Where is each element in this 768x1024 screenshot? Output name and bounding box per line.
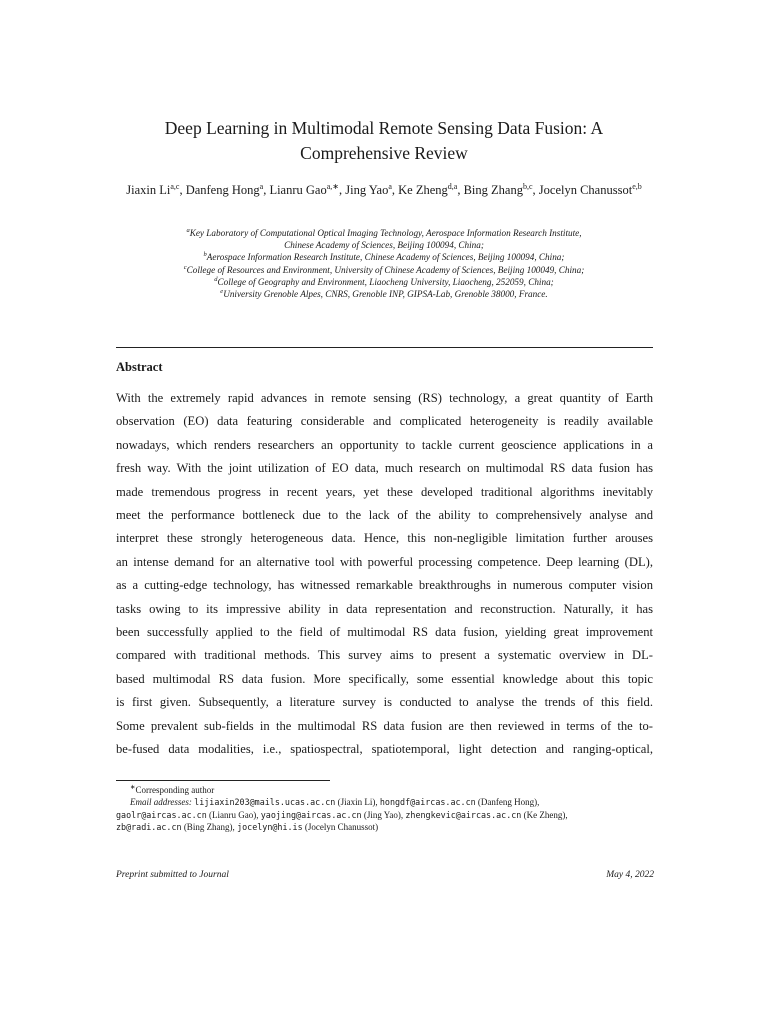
affiliation [80,276,688,288]
abstract-line: been successfully applied to the field of multimodal RS data fusion, yielding great improvement [116,625,653,640]
email-owner: (Lianru Gao), [206,809,261,820]
author [464,183,533,197]
abstract-line: as a cutting-edge technology, has witnessed remarkable breakthroughs in numerous computer vision [116,578,653,593]
email-label: Email addresses: [130,797,192,808]
email-link[interactable]: yaojing@aircas.ac.cn [260,809,362,820]
author-affil-mark: d,a [447,181,458,191]
email-owner: (Jing Yao), [361,809,406,820]
abstract-line: an intense demand for an alternative tool with powerful processing competence. Deep learning (DL), [116,554,653,569]
affiliation [80,288,688,300]
author [345,183,392,197]
affiliation-text: Key Laboratory of Computational Optical Imaging Technology, Aerospace Information Research Institute, [189,228,582,238]
author [126,183,179,197]
email-line [116,796,656,808]
author-name: Danfeng Hong [185,183,260,197]
author [269,183,339,197]
author-affil-mark: a [259,181,264,191]
author-affil-mark: a,∗ [326,181,339,191]
abstract-line: interpret these strongly heterogeneous data. Hence, this non-negligible limitation further arouses [116,531,653,546]
author-affil-mark: a [388,181,392,191]
affiliation-continued: Chinese Academy of Sciences, Beijing 100094, China; [284,240,484,251]
footer-submission-note: Preprint submitted to Journal [116,870,229,880]
affiliation [80,251,688,263]
abstract-line: made tremendous progress in recent years, yet these developed traditional algorithms inevitably [116,484,653,499]
email-link[interactable]: lijiaxin203@mails.ucas.ac.cn [194,797,336,808]
paper-title [100,116,668,166]
affiliation-list [80,227,688,300]
email-link[interactable]: zhengkevic@aircas.ac.cn [405,809,522,820]
affiliation-text: College of Geography and Environment, Liaocheng University, Liaocheng, 252059, China; [217,276,554,287]
email-link[interactable]: hongdf@aircas.ac.cn [379,797,476,808]
corresponding-label: Corresponding author [135,785,215,795]
email-owner: (Jiaxin Li), [335,797,380,808]
author-name: Jiaxin Li [126,183,171,197]
affiliation-text: University Grenoble Alpes, CNRS, Grenoble INP, GIPSA-Lab, Grenoble 38000, France. [223,289,548,300]
footer-date: May 4, 2022 [606,870,654,880]
corresponding-author-note [116,784,656,796]
abstract-line: fresh way. With the joint utilization of EO data, much research on multimodal RS data fusion has [116,461,653,476]
affiliation-mark: c [183,263,187,271]
affiliation [80,227,688,239]
author-name: Ke Zheng [398,183,448,197]
author-list: Jiaxin Li$^{a,c}$, Danfeng Hong$^a$, Lianru Gao$^{a,∗}$, Jing Yao$^a$, Ke Zheng$^{d,a}$, Bing Zhang$^{b,c}$, Jocelyn Chanussot$^{e,b}$ [126,181,642,197]
affiliation-text: Aerospace Information Research Institute, Chinese Academy of Sciences, Beijing 100094, China; [206,252,565,263]
abstract-line: tasks owing to its impressive ability in data representation and reconstruction. Naturally, it has [116,601,653,616]
author-name: Bing Zhang [463,183,523,197]
abstract-line: is first given. Subsequently, a literature survey is conducted to analyse the trends of this field. [116,695,653,710]
affiliation-mark: d [214,275,218,283]
email-owner: (Ke Zheng), [521,809,568,820]
author-name: Lianru Gao [269,183,327,197]
abstract-top-rule [116,347,653,348]
author-name: Jing Yao [345,183,389,197]
abstract-line: With the extremely rapid advances in remote sensing (RS) technology, a great quantity of Earth [116,391,653,405]
abstract-line: nowadays, which renders researchers an opportunity to tackle current geoscience applications in a [116,437,653,452]
author-name: Jocelyn Chanussot [538,183,633,197]
abstract-line: compared with traditional methods. This survey aims to present a systematic overview in DL- [116,648,653,663]
email-owner: (Danfeng Hong), [475,797,540,808]
abstract-line: be-fused data modalities, i.e., spatiospectral, spatiotemporal, light detection and ranging-optical, [116,742,653,757]
affiliation-text: College of Resources and Environment, University of Chinese Academy of Sciences, Beijing 100049, China; [186,264,585,275]
corresponding-mark: ∗ [130,784,136,791]
abstract-line: observation (EO) data featuring considerable and complicated heterogeneity is readily available [116,414,653,429]
affiliation-mark: a [186,226,190,234]
abstract-body [116,387,653,762]
email-line [116,809,656,821]
abstract-line: based multimodal RS data fusion. More specifically, some essential knowledge about this topic [116,671,653,686]
abstract-line: meet the performance bottleneck due to the lack of the ability to comprehensively analyse and [116,508,653,523]
email-link[interactable]: zb@radi.ac.cn [116,821,182,832]
affiliation [80,264,688,276]
email-owner: (Jocelyn Chanussot) [302,821,379,832]
title-line: Deep Learning in Multimodal Remote Sensing Data Fusion: A [164,118,604,138]
title-line: Comprehensive Review [300,143,468,163]
email-link[interactable]: gaolr@aircas.ac.cn [116,809,207,820]
email-owner: (Bing Zhang), [181,821,238,832]
email-link[interactable]: jocelyn@hi.is [237,821,303,832]
affiliation-mark: b [203,251,207,259]
author-affil-mark: e,b [632,181,642,191]
footnotes [116,784,656,833]
abstract-heading: Abstract [116,360,163,374]
author-affil-mark: b,c [522,181,533,191]
footnote-rule [116,780,330,781]
affiliation-mark: e [220,287,224,295]
author [398,183,457,197]
email-line [116,821,656,833]
author-affil-mark: a,c [170,181,180,191]
author [539,183,642,197]
author [186,183,264,197]
abstract-line: Some prevalent sub-fields in the multimodal RS data fusion are then reviewed in terms of the to- [116,718,653,733]
